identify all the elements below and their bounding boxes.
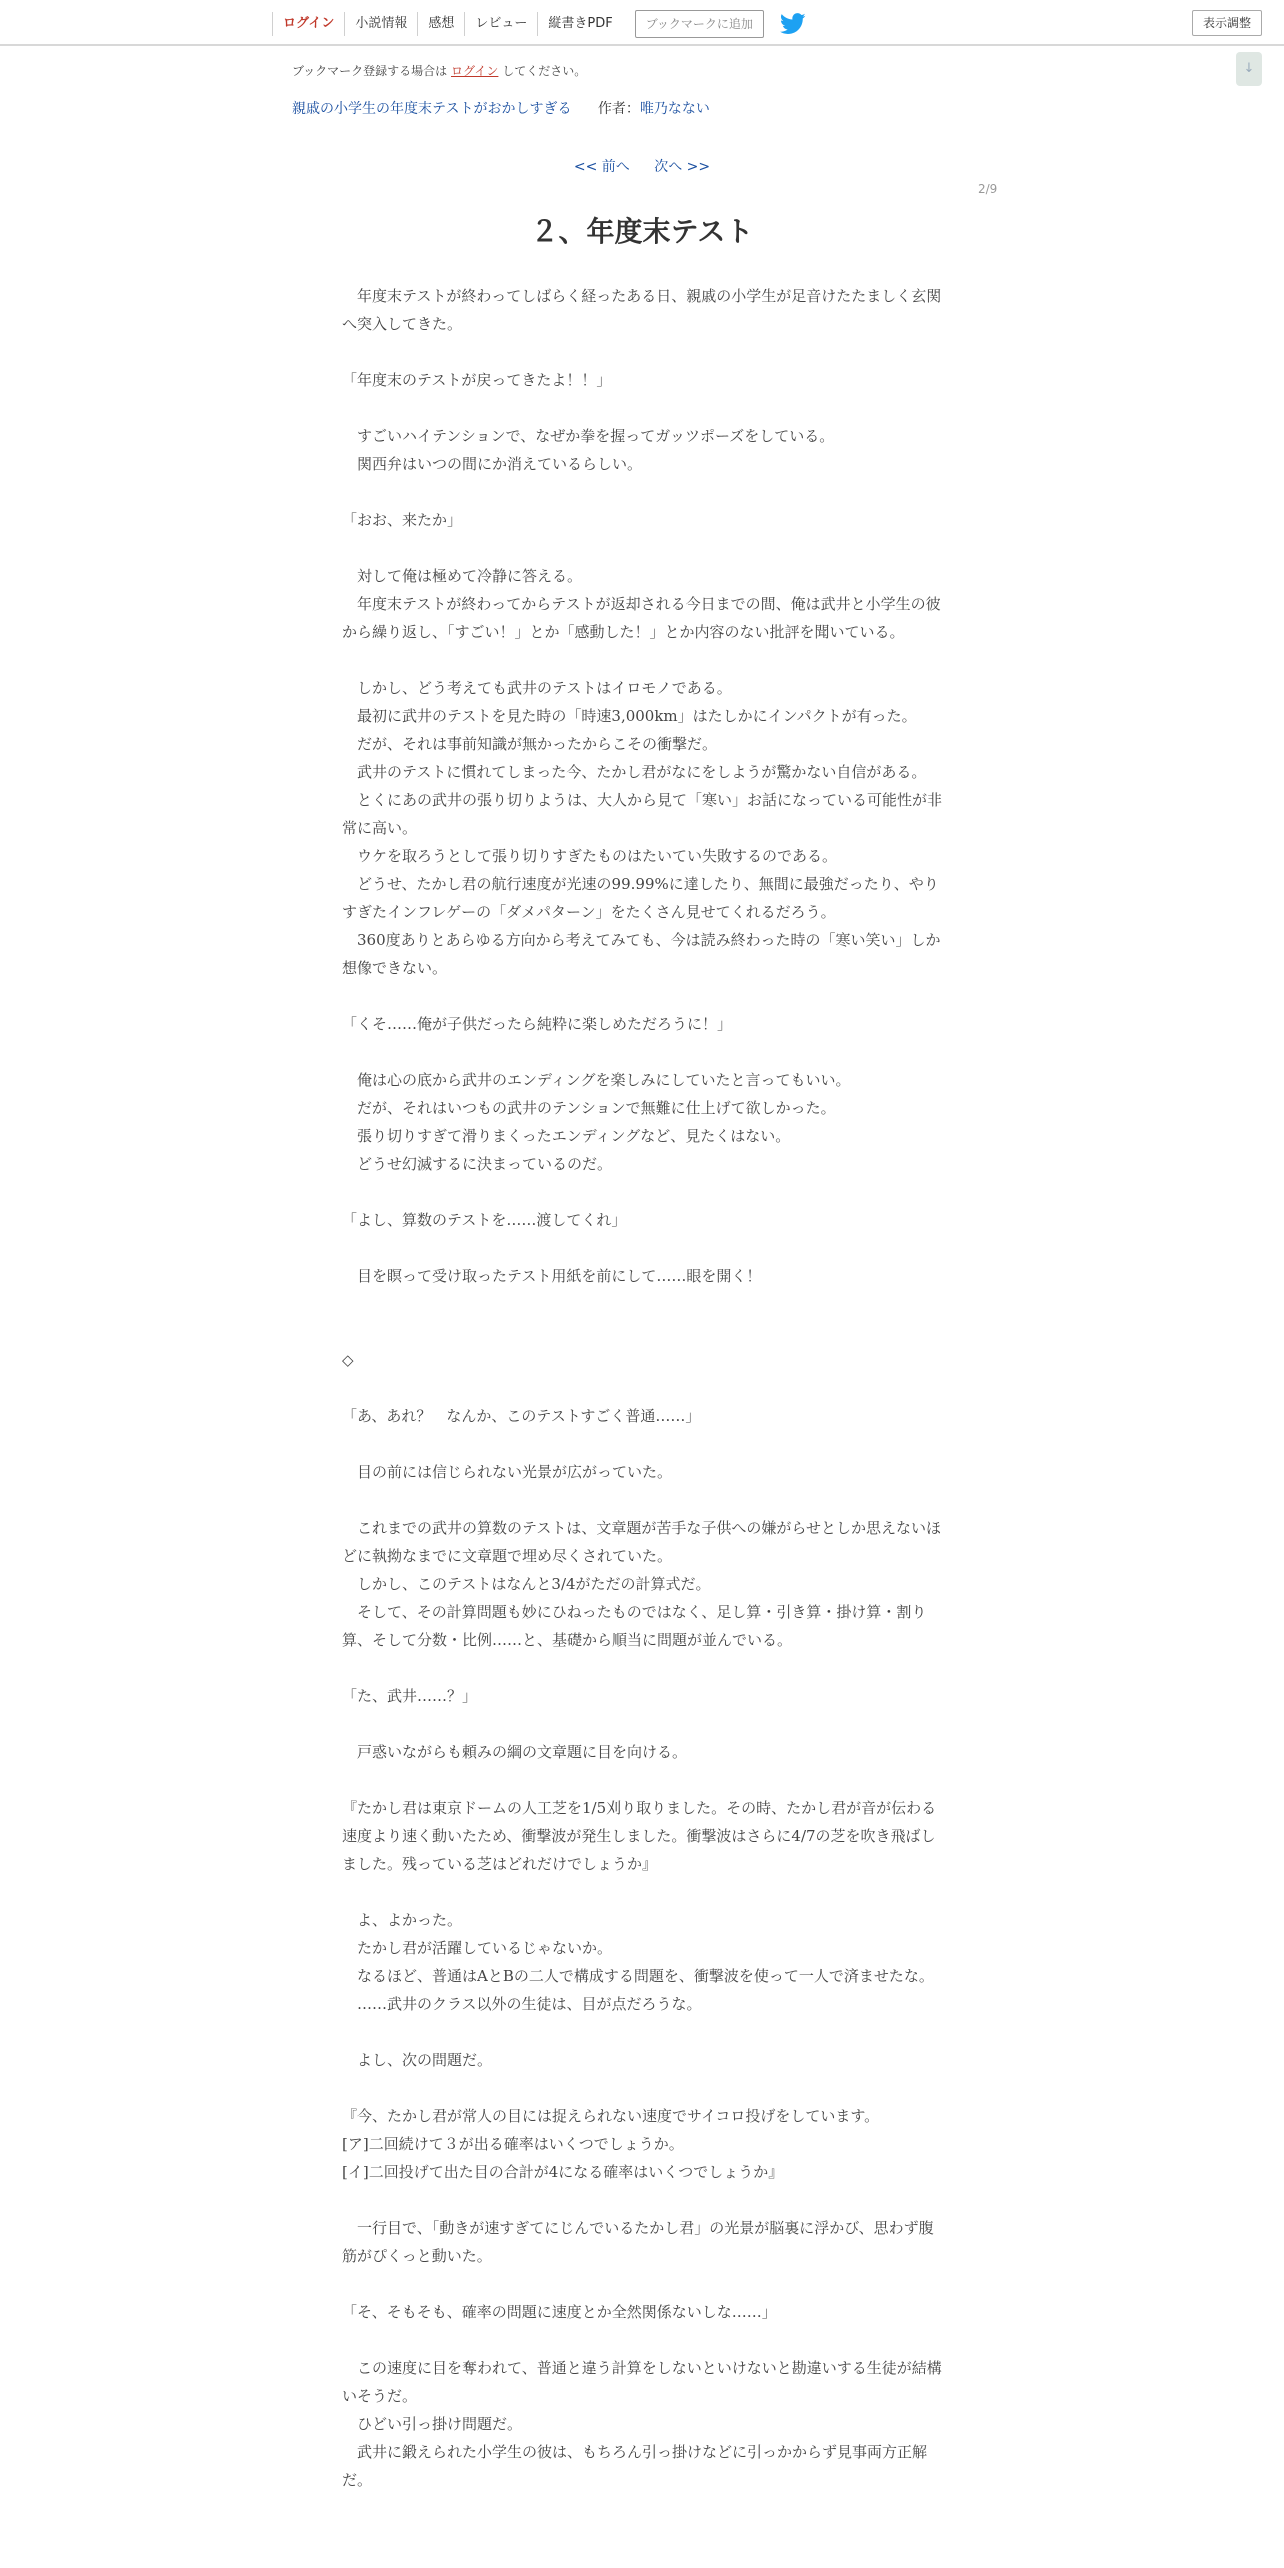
body-paragraph: しかし、どう考えても武井のテストはイロモノである。	[357, 679, 732, 697]
body-paragraph: 目の前には信じられない光景が広がっていた。	[357, 1463, 673, 1481]
next-link[interactable]: 次へ >>	[654, 159, 711, 175]
body-paragraph: ◇	[342, 1351, 354, 1369]
nav-review[interactable]: レビュー	[464, 12, 537, 36]
body-paragraph: 年度末テストが終わってしばらく経ったある日、親戚の小学生が足音けたたましく玄関へ突入してきた。	[342, 287, 942, 333]
body-paragraph	[342, 982, 942, 1010]
body-paragraph	[342, 1486, 942, 1514]
body-paragraph	[342, 1178, 942, 1206]
body-paragraph: なるほど、普通はAとBの二人で構成する問題を、衝撃波を使って一人で済ませたな。	[357, 1967, 934, 1985]
body-paragraph: 「くそ……俺が子供だったら純粋に楽しめただろうに！」	[342, 1015, 733, 1033]
body-paragraph: 武井に鍛えられた小学生の彼は、もちろん引っ掛けなどに引っかからず見事両方正解だ。	[342, 2443, 928, 2489]
body-paragraph: どうせ、たかし君の航行速度が光速の99.99%に達したり、無間に最強だったり、やりすぎたインフレゲーの「ダメパターン」をたくさん見せてくれるだろう。	[342, 875, 939, 921]
body-paragraph	[342, 394, 942, 422]
body-paragraph: たかし君が活躍しているじゃないか。	[357, 1939, 613, 1957]
body-paragraph: この速度に目を奪われて、普通と違う計算をしないといけないと勘違いする生徒が結構いそうだ。	[342, 2359, 942, 2405]
body-paragraph	[342, 2074, 942, 2102]
display-settings-button[interactable]: 表示調整	[1192, 10, 1262, 36]
body-paragraph: ひどい引っ掛け問題だ。	[357, 2415, 523, 2433]
body-paragraph	[342, 1766, 942, 1794]
body-paragraph	[342, 1234, 942, 1262]
author-label: 作者：	[597, 101, 640, 117]
nav-login[interactable]: ログイン	[272, 12, 344, 36]
body-paragraph	[342, 1654, 942, 1682]
body-paragraph: だが、それはいつもの武井のテンションで無難に仕上げて欲しかった。	[357, 1099, 836, 1117]
body-paragraph	[342, 1430, 942, 1458]
chapter-pager	[0, 156, 1284, 176]
body-paragraph	[342, 1290, 942, 1318]
body-paragraph	[342, 2270, 942, 2298]
body-paragraph: すごいハイテンションで、なぜか拳を握ってガッツポーズをしている。	[357, 427, 835, 445]
nav-impressions[interactable]: 感想	[417, 12, 464, 36]
add-bookmark-button[interactable]: ブックマークに追加	[635, 10, 764, 38]
body-paragraph: 「よし、算数のテストを……渡してくれ」	[342, 1211, 627, 1229]
body-paragraph	[342, 2326, 942, 2354]
body-paragraph	[342, 1710, 942, 1738]
body-paragraph: 対して俺は極めて冷静に答える。	[357, 567, 583, 585]
body-paragraph: 一行目で、「動きが速すぎてにじんでいるたかし君」の光景が脳裏に浮かび、思わず腹筋がぴくっと動いた。	[342, 2219, 934, 2265]
body-paragraph: 『今、たかし君が常人の目には捉えられない速度でサイコロ投げをしています。	[342, 2107, 880, 2125]
prev-link[interactable]: << 前へ	[573, 159, 630, 175]
body-paragraph: 目を瞑って受け取ったテスト用紙を前にして……眼を開く！	[357, 1267, 762, 1285]
body-paragraph: 「そ、そもそも、確率の問題に速度とか全然関係ないしな……」	[342, 2303, 777, 2321]
page-count: 2/9	[978, 182, 998, 196]
body-paragraph: ……武井のクラス以外の生徒は、目が点だろうな。	[357, 1995, 702, 2013]
top-bar	[0, 0, 1284, 46]
body-paragraph: どうせ幻滅するに決まっているのだ。	[357, 1155, 613, 1173]
body-paragraph	[342, 534, 942, 562]
body-paragraph	[342, 1374, 942, 1402]
body-paragraph: よ、よかった。	[357, 1911, 463, 1929]
body-paragraph	[342, 478, 942, 506]
bookmark-login-link[interactable]: ログイン	[451, 64, 499, 78]
body-paragraph: よし、次の問題だ。	[357, 2051, 493, 2069]
body-paragraph	[342, 338, 942, 366]
body-paragraph: [ア]二回続けて３が出る確率はいくつでしょうか。	[342, 2135, 684, 2153]
body-paragraph: 「年度末のテストが戻ってきたよ！！」	[342, 371, 612, 389]
novel-header	[292, 98, 710, 118]
body-paragraph	[342, 1318, 942, 1346]
author-link[interactable]: 唯乃なない	[639, 101, 710, 117]
body-paragraph: 張り切りすぎて滑りまくったエンディングなど、見たくはない。	[357, 1127, 791, 1145]
body-paragraph: しかし、このテストはなんと3/4がただの計算式だ。	[357, 1575, 711, 1593]
body-paragraph	[342, 2018, 942, 2046]
body-paragraph: ウケを取ろうとして張り切りすぎたものはたいてい失敗するのである。	[357, 847, 838, 865]
scroll-down-button[interactable]: ↓	[1236, 52, 1262, 86]
body-paragraph	[342, 2186, 942, 2214]
nav-novel-info[interactable]: 小説情報	[344, 12, 417, 36]
body-paragraph: とくにあの武井の張り切りようは、大人から見て「寒い」お話になっている可能性が非常に高い。	[342, 791, 943, 837]
body-paragraph: 年度末テストが終わってからテストが返却される今日までの間、俺は武井と小学生の彼から繰り返し、「すごい！」とか「感動した！」とか内容のない批評を聞いている。	[342, 595, 941, 641]
body-paragraph: 『たかし君は東京ドームの人工芝を1/5刈り取りました。その時、たかし君が音が伝わる速度より速く動いたため、衝撃波が発生しました。衝撃波はさらに4/7の芝を吹き飛ばしました。残っている芝はどれだけでしょうか』	[342, 1799, 937, 1873]
body-paragraph: これまでの武井の算数のテストは、文章題が苦手な子供への嫌がらせとしか思えないほどに執拗なまでに文章題で埋め尽くされていた。	[342, 1519, 941, 1565]
nav-vertical-pdf[interactable]: 縦書きPDF	[537, 12, 622, 36]
twitter-icon[interactable]	[780, 13, 806, 35]
body-paragraph: [イ]二回投げて出た目の合計が4になる確率はいくつでしょうか』	[342, 2163, 784, 2181]
body-paragraph: そして、その計算問題も妙にひねったものではなく、足し算・引き算・掛け算・割り算、そして分数・比例……と、基礎から順当に問題が並んでいる。	[342, 1603, 927, 1649]
body-paragraph: 「あ、あれ？ なんか、このテストすごく普通……」	[342, 1407, 701, 1425]
body-paragraph: だが、それは事前知識が無かったからこその衝撃だ。	[357, 735, 718, 753]
chapter-body	[342, 282, 942, 2494]
body-paragraph: 武井のテストに慣れてしまった今、たかし君がなにをしようが驚かない自信がある。	[357, 763, 927, 781]
bookmark-note-prefix: ブックマーク登録する場合は	[292, 64, 448, 78]
chapter-title: ２、年度末テスト	[530, 215, 754, 248]
body-paragraph: 360度ありとあらゆる方向から考えてみても、今は読み終わった時の「寒い笑い」しか想像できない。	[342, 931, 941, 977]
body-paragraph: 戸惑いながらも頼みの綱の文章題に目を向ける。	[357, 1743, 688, 1761]
main-nav	[272, 10, 806, 38]
body-paragraph: 「た、武井……？」	[342, 1687, 478, 1705]
body-paragraph: 最初に武井のテストを見た時の「時速3,000km」はたしかにインパクトが有った。	[357, 707, 917, 725]
body-paragraph	[342, 1878, 942, 1906]
body-paragraph	[342, 1038, 942, 1066]
novel-title-link[interactable]: 親戚の小学生の年度末テストがおかしすぎる	[292, 101, 572, 117]
body-paragraph	[342, 646, 942, 674]
bookmark-note-suffix: してください。	[502, 64, 587, 78]
bookmark-note	[292, 62, 586, 79]
body-paragraph: 「おお、来たか」	[342, 511, 463, 529]
body-paragraph: 俺は心の底から武井のエンディングを楽しみにしていたと言ってもいい。	[357, 1071, 851, 1089]
body-paragraph: 関西弁はいつの間にか消えているらしい。	[357, 455, 643, 473]
